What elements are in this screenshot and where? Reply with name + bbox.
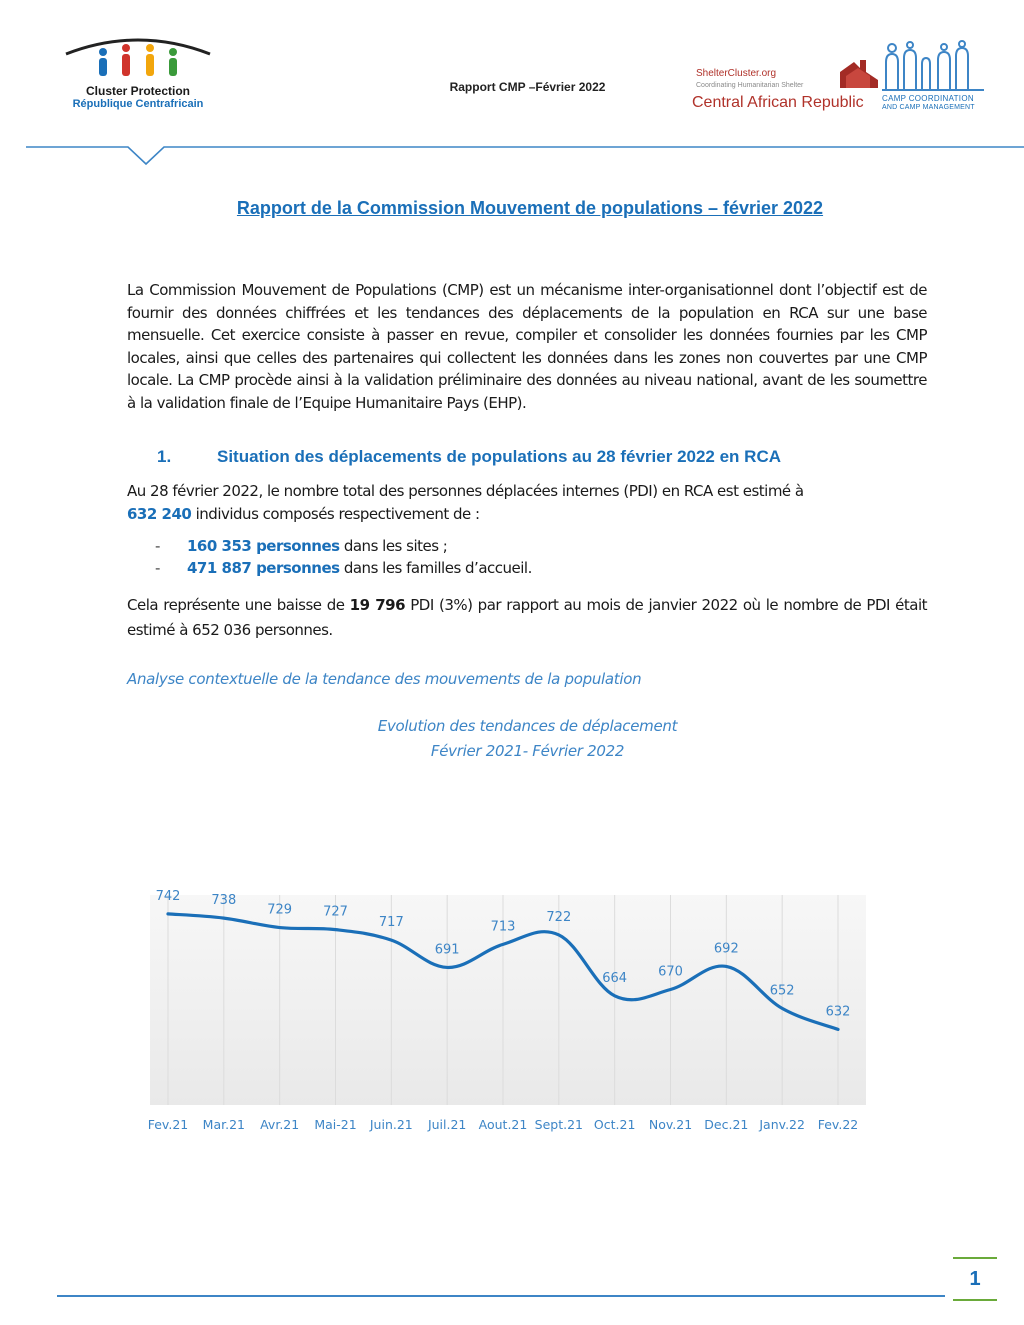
footer-divider (57, 1295, 945, 1297)
x-tick-label: Sept.21 (534, 1117, 584, 1132)
sites-text: dans les sites ; (339, 537, 448, 555)
list-item (155, 535, 915, 557)
cluster-protection-name: Cluster Protection (85, 84, 190, 98)
x-tick-label: Fev.22 (817, 1117, 859, 1132)
cccm-logo (880, 40, 990, 118)
cluster-protection-logo (58, 32, 218, 120)
cccm-line2: AND CAMP MANAGEMENT (882, 104, 975, 111)
chart-title-line2: Février 2021- Février 2022 (430, 742, 625, 760)
shelter-house-icon (838, 58, 880, 92)
data-label: 722 (546, 909, 572, 925)
x-tick-label: Janv.22 (759, 1117, 805, 1132)
data-label: 664 (602, 970, 628, 986)
section-heading (127, 447, 927, 467)
sites-value: 160 353 personnes (187, 537, 340, 555)
x-tick-label: Juin.21 (369, 1117, 413, 1132)
data-label: 713 (490, 919, 516, 935)
shelter-cluster-country: Central African Republic (692, 94, 864, 111)
host-families-value: 471 887 personnes (187, 559, 340, 577)
intro-paragraph: La Commission Mouvement de Populations (CMP) est un mécanisme inter-organisationnel dont l’objectif est de fournir des données chiffrées et les tendances des déplacements de la population en RCA sur une base mensuelle. Cet exercice consiste à passer en revue, compiler et consolider les données fournies par les CMP locales, ainsi que celles des partenaires qui collectent les données dans les zones non couvertes par une CMP locale. La CMP procède ainsi à la validation préliminaire des données au niveau national, avant de les soumettre à la validation finale de l’Equipe Humanitaire Pays (EHP). (127, 281, 927, 412)
decrease-value: 19 796 (349, 596, 406, 614)
cccm-people-icon (880, 40, 988, 92)
list-dash: - (155, 537, 160, 555)
x-tick-label: Nov.21 (648, 1117, 693, 1132)
data-label: 652 (769, 983, 795, 999)
shelter-cluster-logo (690, 66, 890, 120)
comparison-paragraph (127, 593, 927, 643)
x-tick-label: Aout.21 (478, 1117, 528, 1132)
comparison-text-2: PDI (3%) par rapport au mois de janvier 2022 où le nombre de PDI était estimé à 652 036 personnes. (127, 596, 927, 639)
analysis-heading: Analyse contextuelle de la tendance des mouvements de la population (127, 670, 642, 688)
chart-title (300, 714, 755, 764)
header-report-label: Rapport CMP –Février 2022 (449, 80, 606, 94)
cccm-line1: CAMP COORDINATION (882, 94, 974, 103)
cluster-protection-subtitle: République Centrafricain (72, 98, 204, 110)
displacement-line-chart (120, 870, 890, 1150)
data-label: 632 (825, 1004, 851, 1020)
x-tick-label: Juil.21 (427, 1117, 467, 1132)
shelter-cluster-line2: Coordinating Humanitarian Shelter (696, 82, 804, 89)
section-number: 1. (157, 447, 172, 466)
x-tick-label: Mar.21 (202, 1117, 245, 1132)
document-title: Rapport de la Commission Mouvement de populations – février 2022 (236, 198, 824, 218)
data-label: 727 (323, 904, 348, 920)
list-item (155, 557, 915, 579)
list-dash: - (155, 559, 160, 577)
x-tick-label: Dec.21 (704, 1117, 749, 1132)
x-tick-label: Mai-21 (314, 1117, 357, 1132)
x-tick-label: Fev.21 (147, 1117, 189, 1132)
data-label: 729 (267, 902, 293, 918)
shelter-cluster-line1: ShelterCluster.org (696, 68, 777, 79)
data-label: 738 (211, 893, 237, 909)
cluster-protection-people-icon (58, 32, 218, 84)
data-label: 670 (658, 964, 683, 980)
data-label: 692 (713, 941, 739, 957)
summary-text-1: Au 28 février 2022, le nombre total des personnes déplacées internes (PDI) en RCA est estimé à (127, 482, 804, 500)
total-pdi-value: 632 240 (127, 504, 192, 523)
page-header (0, 0, 1024, 170)
page-number: 1 (953, 1257, 997, 1301)
data-label: 742 (155, 888, 181, 904)
summary-text-2: individus composés respectivement de : (191, 504, 480, 523)
breakdown-list (155, 535, 915, 579)
data-label: 691 (434, 942, 460, 958)
header-divider (0, 146, 1024, 166)
chart-title-line1: Evolution des tendances de déplacement (377, 717, 678, 735)
comparison-text-1: Cela représente une baisse de (127, 596, 350, 614)
data-label: 717 (378, 915, 404, 931)
summary-paragraph (127, 480, 927, 525)
section-title: Situation des déplacements de populations au 28 février 2022 en RCA (217, 447, 781, 466)
x-tick-label: Avr.21 (260, 1117, 300, 1132)
host-families-text: dans les familles d’accueil. (339, 559, 532, 577)
x-tick-label: Oct.21 (593, 1117, 636, 1132)
